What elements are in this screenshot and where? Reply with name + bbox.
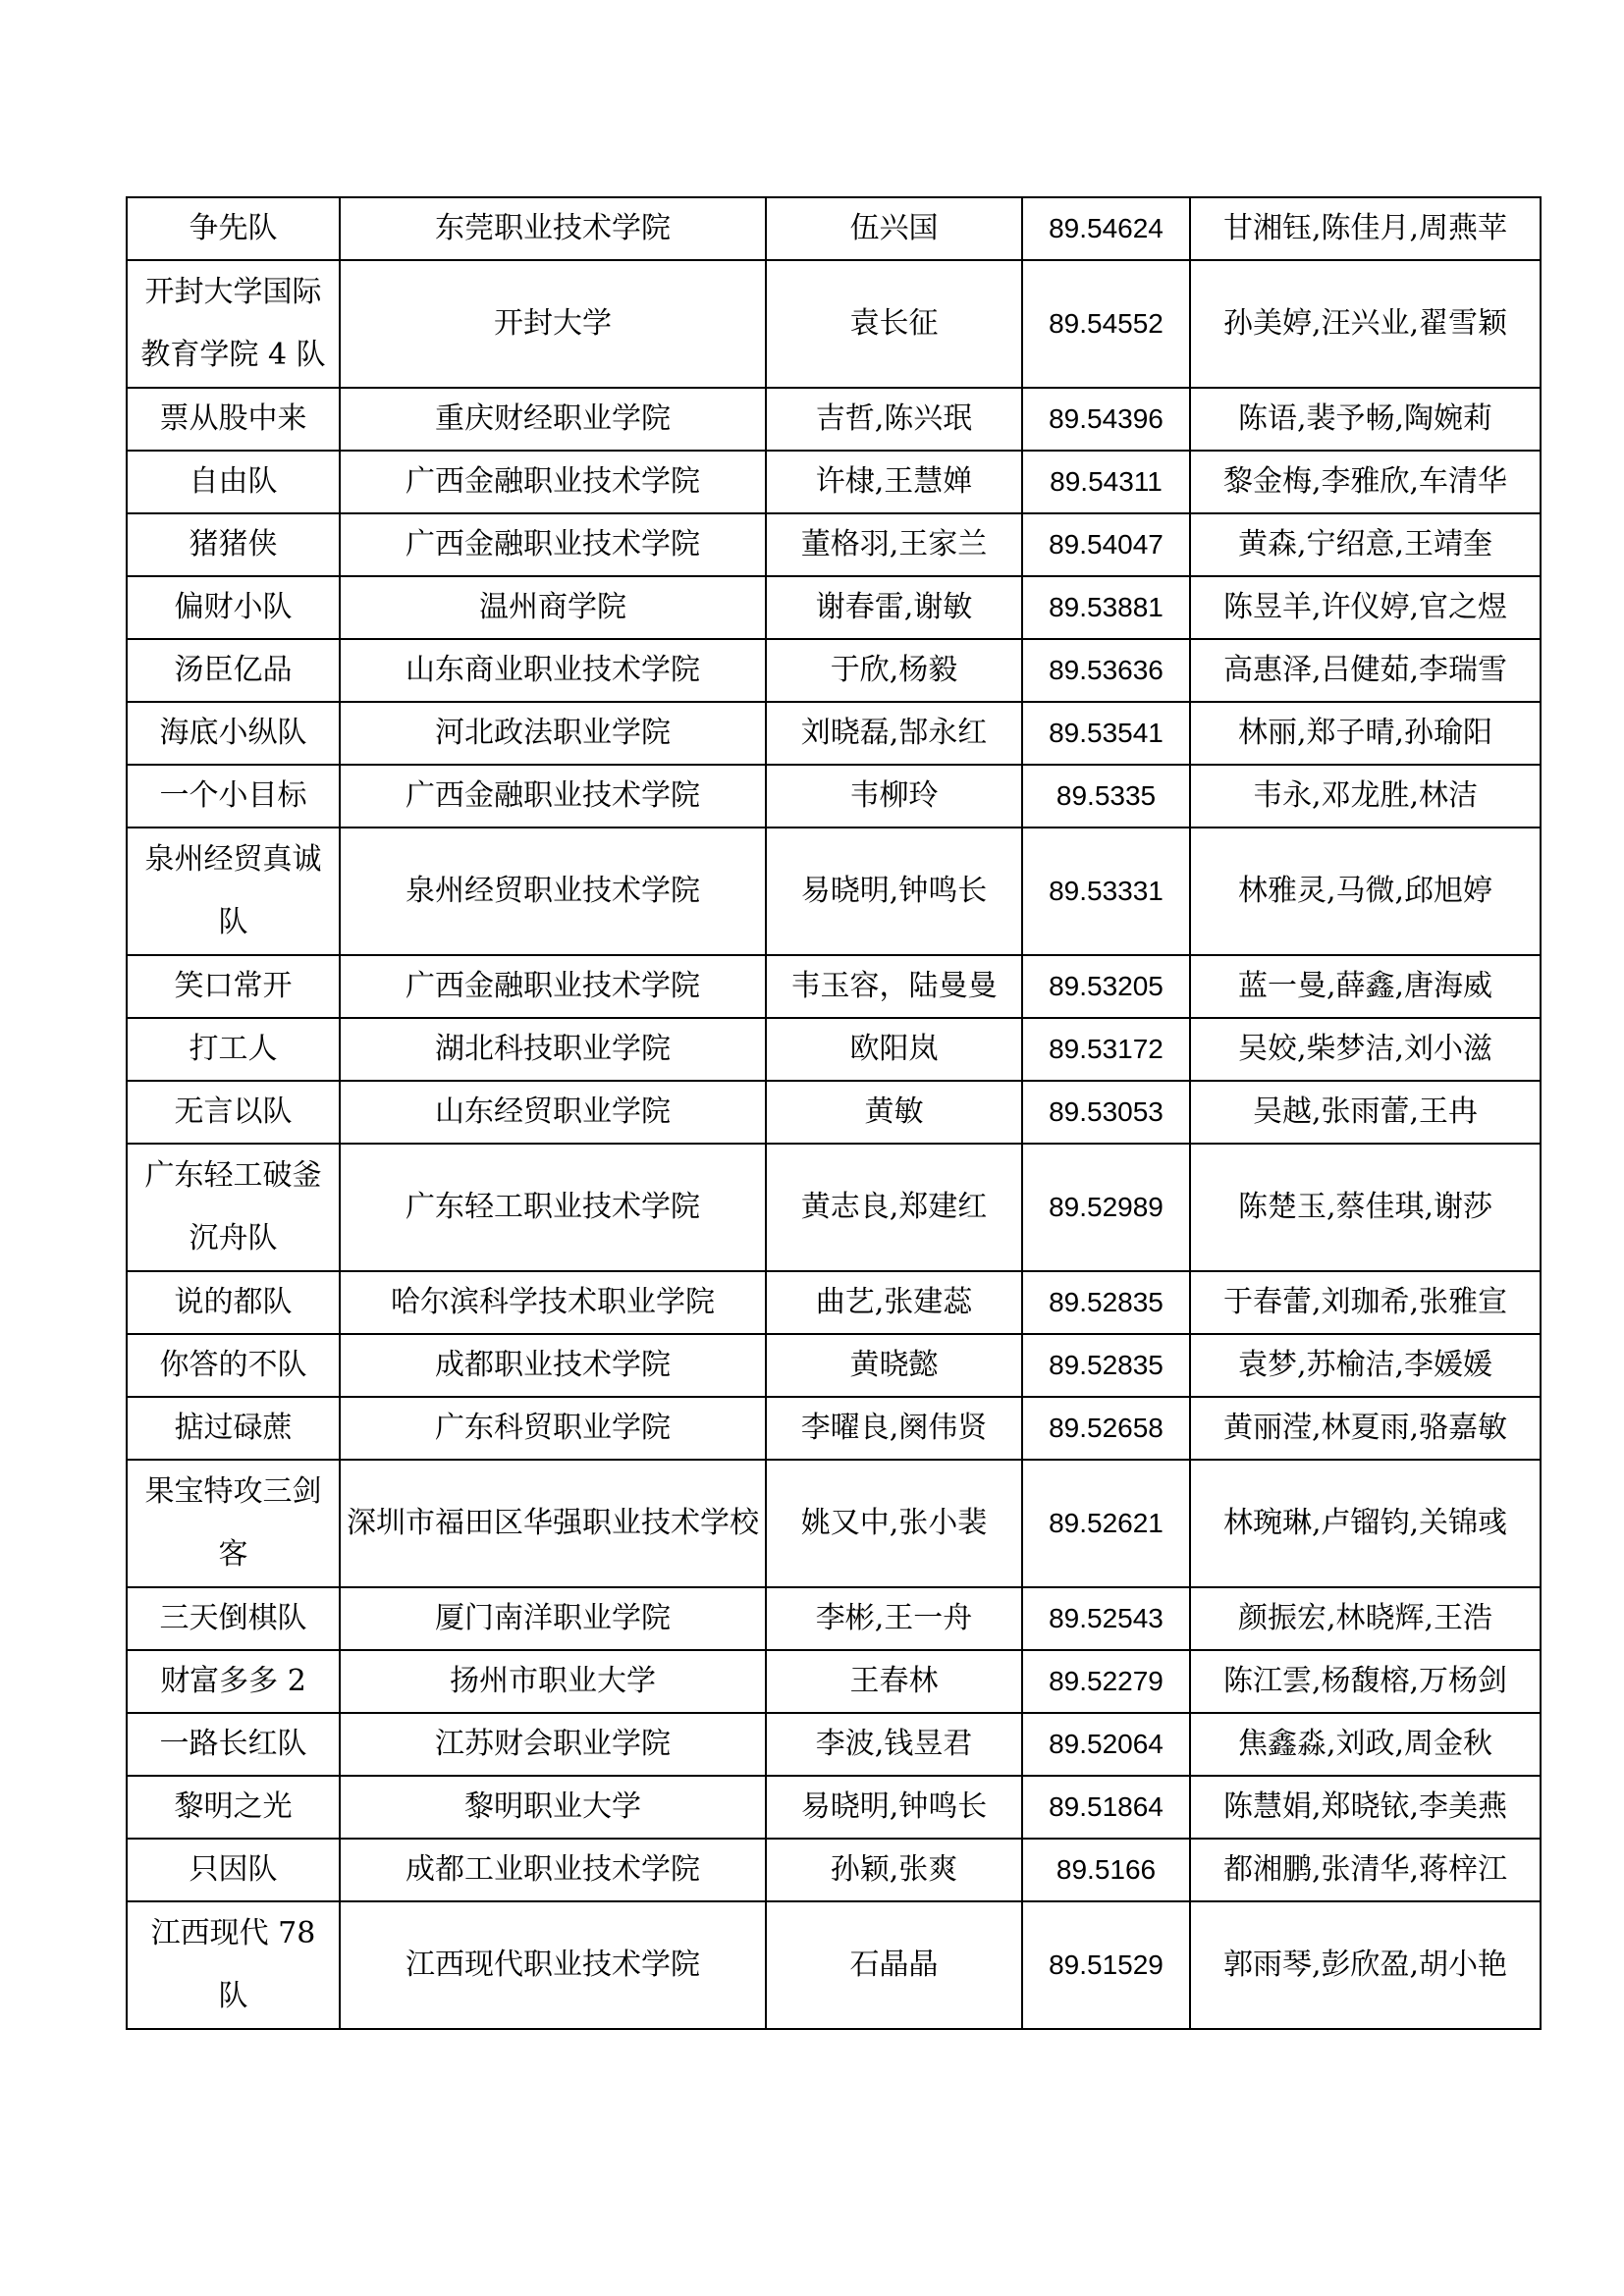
school-cell: 东莞职业技术学院: [340, 197, 766, 260]
table-row: [127, 1839, 1541, 1901]
table-row: [127, 1334, 1541, 1397]
table-row: [127, 1901, 1541, 2029]
members-cell: 陈语,裴予畅,陶婉莉: [1190, 388, 1541, 451]
score-cell: 89.52064: [1022, 1713, 1190, 1776]
score-cell: 89.52621: [1022, 1460, 1190, 1587]
members-cell: 陈江雲,杨馥榕,万杨剑: [1190, 1650, 1541, 1713]
school-cell: 广东轻工职业技术学院: [340, 1144, 766, 1271]
advisor-cell: 姚又中,张小裴: [766, 1460, 1022, 1587]
team-name-cell: 财富多多 2: [127, 1650, 340, 1713]
team-name-cell: 一路长红队: [127, 1713, 340, 1776]
advisor-cell: 黄敏: [766, 1081, 1022, 1144]
school-cell: 温州商学院: [340, 576, 766, 639]
table-row: [127, 1081, 1541, 1144]
table-row: [127, 639, 1541, 702]
team-name-cell: 自由队: [127, 451, 340, 513]
table-row: [127, 576, 1541, 639]
advisor-cell: 袁长征: [766, 260, 1022, 388]
team-name-cell: 掂过碌蔗: [127, 1397, 340, 1460]
school-cell: 成都工业职业技术学院: [340, 1839, 766, 1901]
score-cell: 89.5166: [1022, 1839, 1190, 1901]
table-row: [127, 1018, 1541, 1081]
advisor-cell: 孙颖,张爽: [766, 1839, 1022, 1901]
table-row: [127, 828, 1541, 955]
advisor-cell: 易晓明,钟鸣长: [766, 828, 1022, 955]
table-row: [127, 1397, 1541, 1460]
members-cell: 颜振宏,林晓辉,王浩: [1190, 1587, 1541, 1650]
advisor-cell: 许棣,王慧婵: [766, 451, 1022, 513]
advisor-cell: 易晓明,钟鸣长: [766, 1776, 1022, 1839]
team-name-cell: 说的都队: [127, 1271, 340, 1334]
team-name-cell: 汤臣亿品: [127, 639, 340, 702]
table-row: [127, 1144, 1541, 1271]
school-cell: 山东商业职业技术学院: [340, 639, 766, 702]
school-cell: 广东科贸职业学院: [340, 1397, 766, 1460]
members-cell: 于春蕾,刘珈希,张雅宣: [1190, 1271, 1541, 1334]
members-cell: 蓝一曼,薛鑫,唐海威: [1190, 955, 1541, 1018]
team-name-cell: 广东轻工破釜沉舟队: [127, 1144, 340, 1271]
advisor-cell: 曲艺,张建蕊: [766, 1271, 1022, 1334]
score-cell: 89.54047: [1022, 513, 1190, 576]
team-name-cell: 泉州经贸真诚队: [127, 828, 340, 955]
score-cell: 89.54624: [1022, 197, 1190, 260]
score-cell: 89.53541: [1022, 702, 1190, 765]
team-name-cell: 一个小目标: [127, 765, 340, 828]
members-cell: 黄丽滢,林夏雨,骆嘉敏: [1190, 1397, 1541, 1460]
members-cell: 陈昱羊,许仪婷,官之煜: [1190, 576, 1541, 639]
advisor-cell: 韦玉容，陆曼曼: [766, 955, 1022, 1018]
members-cell: 焦鑫淼,刘政,周金秋: [1190, 1713, 1541, 1776]
score-cell: 89.52835: [1022, 1334, 1190, 1397]
advisor-cell: 董格羽,王家兰: [766, 513, 1022, 576]
team-name-cell: 三天倒棋队: [127, 1587, 340, 1650]
members-cell: 吴越,张雨蕾,王冉: [1190, 1081, 1541, 1144]
school-cell: 开封大学: [340, 260, 766, 388]
school-cell: 扬州市职业大学: [340, 1650, 766, 1713]
score-cell: 89.53331: [1022, 828, 1190, 955]
table-row: [127, 955, 1541, 1018]
table-row: [127, 388, 1541, 451]
members-cell: 陈慧娟,郑晓铱,李美燕: [1190, 1776, 1541, 1839]
score-cell: 89.52835: [1022, 1271, 1190, 1334]
advisor-cell: 谢春雷,谢敏: [766, 576, 1022, 639]
results-table: [126, 196, 1542, 2030]
members-cell: 黄森,宁绍意,王靖奎: [1190, 513, 1541, 576]
school-cell: 深圳市福田区华强职业技术学校: [340, 1460, 766, 1587]
school-cell: 广西金融职业技术学院: [340, 955, 766, 1018]
table-row: [127, 1460, 1541, 1587]
members-cell: 林雅灵,马微,邱旭婷: [1190, 828, 1541, 955]
members-cell: 袁梦,苏榆洁,李媛媛: [1190, 1334, 1541, 1397]
score-cell: 89.52658: [1022, 1397, 1190, 1460]
members-cell: 高惠泽,吕健茹,李瑞雪: [1190, 639, 1541, 702]
score-cell: 89.54552: [1022, 260, 1190, 388]
school-cell: 江西现代职业技术学院: [340, 1901, 766, 2029]
table-row: [127, 1776, 1541, 1839]
table-row: [127, 451, 1541, 513]
score-cell: 89.53172: [1022, 1018, 1190, 1081]
table-row: [127, 1713, 1541, 1776]
score-cell: 89.52543: [1022, 1587, 1190, 1650]
advisor-cell: 李波,钱昱君: [766, 1713, 1022, 1776]
table-row: [127, 1650, 1541, 1713]
members-cell: 吴姣,柴梦洁,刘小滋: [1190, 1018, 1541, 1081]
members-cell: 甘湘钰,陈佳月,周燕苹: [1190, 197, 1541, 260]
score-cell: 89.54311: [1022, 451, 1190, 513]
school-cell: 江苏财会职业学院: [340, 1713, 766, 1776]
members-cell: 林琬琳,卢镏钧,关锦彧: [1190, 1460, 1541, 1587]
advisor-cell: 黄志良,郑建红: [766, 1144, 1022, 1271]
team-name-cell: 笑口常开: [127, 955, 340, 1018]
score-cell: 89.51529: [1022, 1901, 1190, 2029]
score-cell: 89.54396: [1022, 388, 1190, 451]
team-name-cell: 只因队: [127, 1839, 340, 1901]
team-name-cell: 猪猪侠: [127, 513, 340, 576]
team-name-cell: 偏财小队: [127, 576, 340, 639]
members-cell: 郭雨琴,彭欣盈,胡小艳: [1190, 1901, 1541, 2029]
school-cell: 成都职业技术学院: [340, 1334, 766, 1397]
score-cell: 89.53881: [1022, 576, 1190, 639]
school-cell: 山东经贸职业学院: [340, 1081, 766, 1144]
score-cell: 89.52279: [1022, 1650, 1190, 1713]
members-cell: 都湘鹏,张清华,蒋梓江: [1190, 1839, 1541, 1901]
team-name-cell: 江西现代 78 队: [127, 1901, 340, 2029]
team-name-cell: 票从股中来: [127, 388, 340, 451]
score-cell: 89.51864: [1022, 1776, 1190, 1839]
table-row: [127, 765, 1541, 828]
advisor-cell: 李彬,王一舟: [766, 1587, 1022, 1650]
members-cell: 林丽,郑子晴,孙瑜阳: [1190, 702, 1541, 765]
team-name-cell: 黎明之光: [127, 1776, 340, 1839]
team-name-cell: 争先队: [127, 197, 340, 260]
table-row: [127, 197, 1541, 260]
advisor-cell: 王春林: [766, 1650, 1022, 1713]
advisor-cell: 韦柳玲: [766, 765, 1022, 828]
school-cell: 广西金融职业技术学院: [340, 513, 766, 576]
results-table-body: [127, 197, 1541, 2029]
members-cell: 黎金梅,李雅欣,车清华: [1190, 451, 1541, 513]
school-cell: 厦门南洋职业学院: [340, 1587, 766, 1650]
members-cell: 韦永,邓龙胜,林洁: [1190, 765, 1541, 828]
members-cell: 陈楚玉,蔡佳琪,谢莎: [1190, 1144, 1541, 1271]
team-name-cell: 海底小纵队: [127, 702, 340, 765]
school-cell: 哈尔滨科学技术职业学院: [340, 1271, 766, 1334]
team-name-cell: 果宝特攻三剑客: [127, 1460, 340, 1587]
team-name-cell: 无言以队: [127, 1081, 340, 1144]
table-row: [127, 1271, 1541, 1334]
table-row: [127, 260, 1541, 388]
advisor-cell: 刘晓磊,郜永红: [766, 702, 1022, 765]
advisor-cell: 吉哲,陈兴珉: [766, 388, 1022, 451]
advisor-cell: 李曜良,阕伟贤: [766, 1397, 1022, 1460]
team-name-cell: 打工人: [127, 1018, 340, 1081]
score-cell: 89.53053: [1022, 1081, 1190, 1144]
score-cell: 89.5335: [1022, 765, 1190, 828]
advisor-cell: 欧阳岚: [766, 1018, 1022, 1081]
school-cell: 泉州经贸职业技术学院: [340, 828, 766, 955]
score-cell: 89.53636: [1022, 639, 1190, 702]
advisor-cell: 伍兴国: [766, 197, 1022, 260]
advisor-cell: 于欣,杨毅: [766, 639, 1022, 702]
school-cell: 河北政法职业学院: [340, 702, 766, 765]
table-row: [127, 1587, 1541, 1650]
score-cell: 89.53205: [1022, 955, 1190, 1018]
team-name-cell: 你答的不队: [127, 1334, 340, 1397]
school-cell: 广西金融职业技术学院: [340, 451, 766, 513]
school-cell: 湖北科技职业学院: [340, 1018, 766, 1081]
table-row: [127, 513, 1541, 576]
members-cell: 孙美婷,汪兴业,翟雪颖: [1190, 260, 1541, 388]
school-cell: 广西金融职业技术学院: [340, 765, 766, 828]
table-row: [127, 702, 1541, 765]
score-cell: 89.52989: [1022, 1144, 1190, 1271]
school-cell: 黎明职业大学: [340, 1776, 766, 1839]
school-cell: 重庆财经职业学院: [340, 388, 766, 451]
advisor-cell: 石晶晶: [766, 1901, 1022, 2029]
team-name-cell: 开封大学国际教育学院 4 队: [127, 260, 340, 388]
advisor-cell: 黄晓懿: [766, 1334, 1022, 1397]
